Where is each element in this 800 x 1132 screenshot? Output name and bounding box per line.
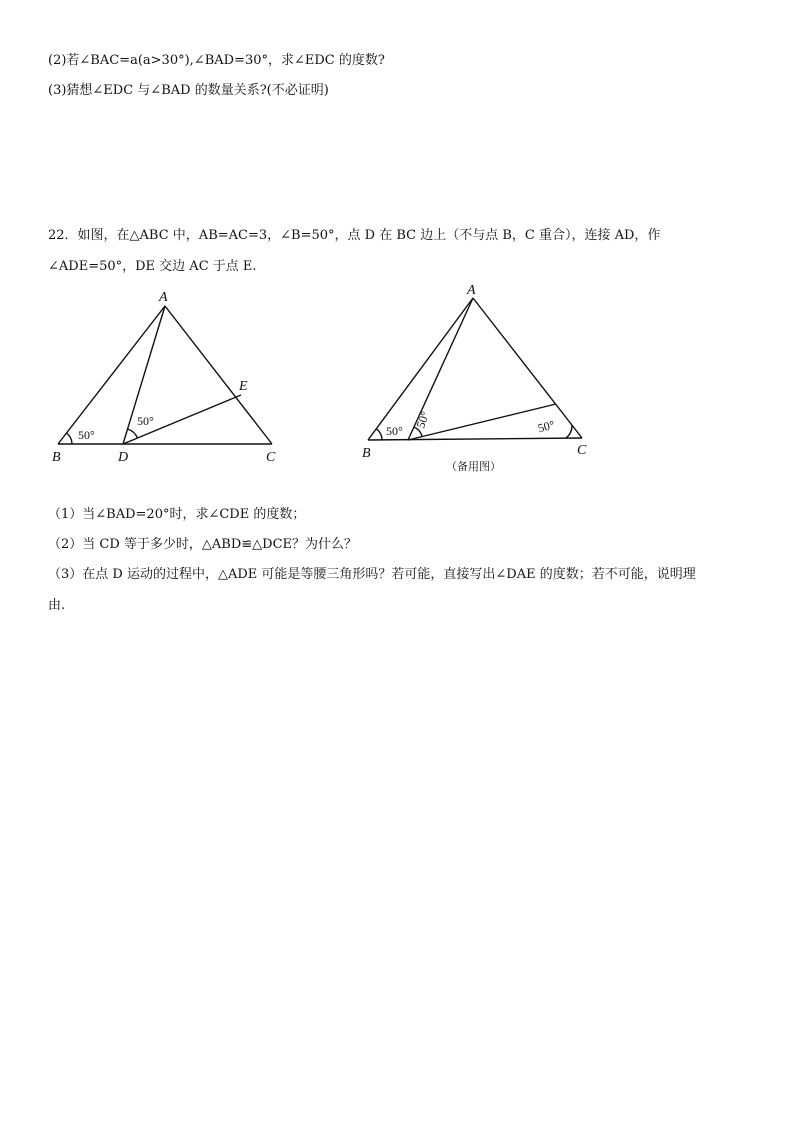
segment-ac	[165, 306, 272, 444]
angle-ade-arc	[128, 429, 138, 438]
angle-c-arc	[566, 425, 572, 438]
point-a-label: A	[159, 290, 168, 305]
angle-b-label: 50°	[386, 424, 403, 438]
point-e-label: E	[239, 379, 248, 394]
segment-bc	[368, 438, 582, 440]
point-b-label: B	[362, 446, 371, 461]
point-c-label: C	[266, 450, 276, 465]
question-22-part1: （1）当∠BAD=20°时，求∠CDE 的度数；	[48, 507, 306, 522]
question-22-part3-line2: 由.	[48, 598, 66, 613]
segment-ac	[473, 298, 582, 438]
question-22-stem-line1: 22．如图，在△ABC 中，AB=AC=3，∠B=50°，点 D 在 BC 边上（不与点 B，C 重合），连接 AD，作	[48, 228, 661, 243]
prev-question-part3: (3)猜想∠EDC 与∠BAD 的数量关系?(不必证明)	[48, 83, 329, 98]
question-22-stem-line2: ∠ADE=50°，DE 交边 AC 于点 E.	[48, 259, 257, 274]
question-22-part2: （2）当 CD 等于多少时，△ABD≌△DCE？为什么？	[48, 537, 358, 552]
angle-b-arc	[377, 429, 383, 440]
point-d-label: D	[118, 450, 129, 465]
segment-de	[408, 404, 556, 440]
point-b-label: B	[52, 450, 61, 465]
prev-question-part2: (2)若∠BAC=a(a>30°),∠BAD=30°，求∠EDC 的度数?	[48, 53, 385, 68]
angle-b-arc	[67, 433, 73, 444]
angle-c-handwritten-label: 50°	[536, 417, 557, 436]
angle-d-handwritten-label: 50°	[413, 409, 433, 431]
angle-ade-label: 50°	[137, 414, 154, 428]
point-a-label: A	[467, 283, 476, 298]
angle-b-label: 50°	[78, 428, 95, 442]
triangle-figure-main	[48, 286, 298, 466]
point-c-label: C	[577, 443, 587, 458]
question-22-part3-line1: （3）在点 D 运动的过程中，△ADE 可能是等腰三角形吗？若可能，直接写出∠DAE 的度数；若不可能，说明理	[48, 567, 696, 582]
triangle-figure-backup	[358, 282, 603, 477]
backup-figure-caption: （备用图）	[446, 461, 501, 473]
